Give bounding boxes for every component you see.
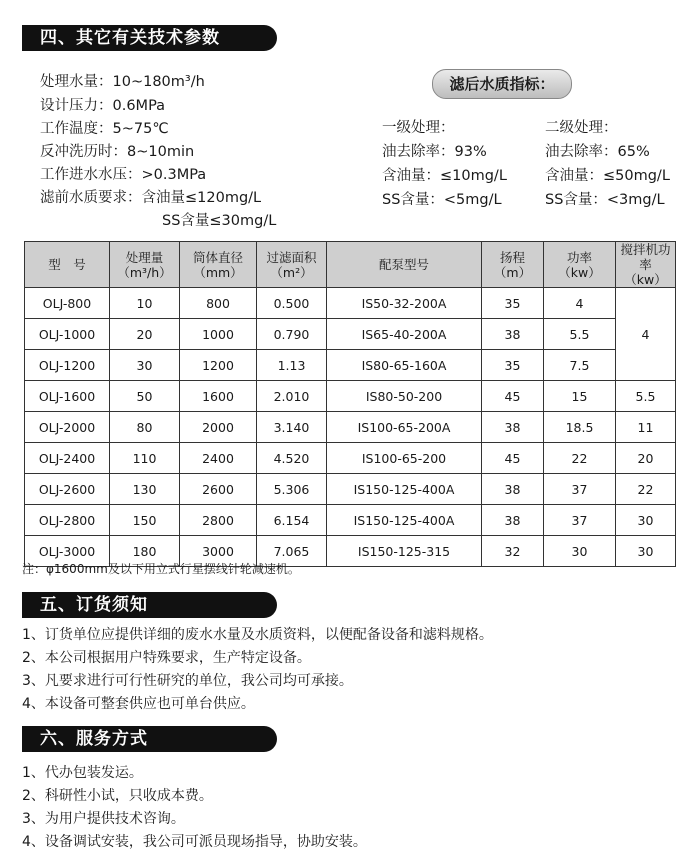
cell: 22 (544, 443, 616, 474)
service-list (22, 762, 367, 854)
cell: OLJ-3000 (25, 536, 110, 567)
cell: OLJ-2800 (25, 505, 110, 536)
cell: 38 (482, 474, 544, 505)
cell: 4.520 (257, 443, 327, 474)
cell: 0.500 (257, 288, 327, 319)
cell: 38 (482, 319, 544, 350)
spec-table (24, 241, 676, 567)
cell: 180 (110, 536, 180, 567)
cell: OLJ-2400 (25, 443, 110, 474)
table-row (25, 288, 676, 319)
cell: 2.010 (257, 381, 327, 412)
cell: 11 (616, 412, 676, 443)
table-row (25, 381, 676, 412)
cell: 37 (544, 505, 616, 536)
cell: OLJ-2000 (25, 412, 110, 443)
cell: IS80-65-160A (327, 350, 482, 381)
cell: 30 (616, 536, 676, 567)
cell: IS65-40-200A (327, 319, 482, 350)
level1-ss: SS含量：<5mg/L (382, 192, 502, 208)
table-row (25, 412, 676, 443)
cell: 1000 (180, 319, 257, 350)
spec-flow: 处理水量：10~180m³/h (40, 74, 205, 90)
table-note: 注：φ1600mm及以下用立式行星摆线针轮减速机。 (22, 562, 300, 576)
table-row (25, 443, 676, 474)
cell: IS100-65-200 (327, 443, 482, 474)
header-mixer-power: 搅拌机功率 （kw） (616, 242, 676, 288)
table-row (25, 505, 676, 536)
list-item: 2、本公司根据用户特殊要求，生产特定设备。 (22, 650, 311, 666)
cell: 30 (110, 350, 180, 381)
section-4-title: 四、其它有关技术参数 (22, 25, 277, 51)
order-notes-list (22, 624, 493, 716)
header-diameter: 筒体直径 （mm） (180, 242, 257, 288)
cell: 10 (110, 288, 180, 319)
level1-title: 一级处理： (382, 120, 455, 136)
list-item: 3、凡要求进行可行性研究的单位，我公司均可承接。 (22, 673, 353, 689)
cell: 30 (544, 536, 616, 567)
cell: 5.306 (257, 474, 327, 505)
header-model: 型 号 (25, 242, 110, 288)
list-item: 1、代办包装发运。 (22, 765, 143, 781)
level1-oil-content: 含油量：≤10mg/L (382, 168, 507, 184)
cell: 35 (482, 350, 544, 381)
cell: 6.154 (257, 505, 327, 536)
list-item: 4、本设备可整套供应也可单台供应。 (22, 696, 255, 712)
spec-pressure: 设计压力：0.6MPa (40, 98, 166, 114)
cell: 7.5 (544, 350, 616, 381)
cell: 1.13 (257, 350, 327, 381)
level2-title: 二级处理： (545, 120, 618, 136)
cell-mixer-merged: 4 (616, 288, 676, 381)
cell: 3.140 (257, 412, 327, 443)
cell: 20 (110, 319, 180, 350)
cell: OLJ-2600 (25, 474, 110, 505)
table-header-row (25, 242, 676, 288)
cell: OLJ-1000 (25, 319, 110, 350)
list-item: 1、订货单位应提供详细的废水水量及水质资料，以便配备设备和滤料规格。 (22, 627, 493, 643)
cell: 2800 (180, 505, 257, 536)
cell: OLJ-1600 (25, 381, 110, 412)
cell: 20 (616, 443, 676, 474)
cell: 2000 (180, 412, 257, 443)
cell: 5.5 (616, 381, 676, 412)
quality-title-badge: 滤后水质指标： (432, 69, 572, 99)
cell: 3000 (180, 536, 257, 567)
cell: IS100-65-200A (327, 412, 482, 443)
cell: 35 (482, 288, 544, 319)
cell: 1200 (180, 350, 257, 381)
cell: 30 (616, 505, 676, 536)
header-head: 扬程 （m） (482, 242, 544, 288)
header-power: 功率 （kw） (544, 242, 616, 288)
cell: 1600 (180, 381, 257, 412)
cell: 38 (482, 505, 544, 536)
cell: 2400 (180, 443, 257, 474)
cell: 38 (482, 412, 544, 443)
header-capacity: 处理量 （m³/h） (110, 242, 180, 288)
spec-inlet-pressure: 工作进水水压：>0.3MPa (40, 167, 207, 183)
list-item: 4、设备调试安装，我公司可派员现场指导，协助安装。 (22, 834, 367, 850)
header-filter-area: 过滤面积 （m²） (257, 242, 327, 288)
cell: 150 (110, 505, 180, 536)
level2-oil-removal: 油去除率：65% (545, 144, 650, 160)
cell: IS80-50-200 (327, 381, 482, 412)
cell: 45 (482, 381, 544, 412)
section-5-title: 五、订货须知 (22, 592, 277, 618)
cell: IS150-125-315 (327, 536, 482, 567)
spec-pre-filter-ss: SS含量≤30mg/L (162, 213, 277, 229)
level2-oil-content: 含油量：≤50mg/L (545, 168, 670, 184)
cell: OLJ-1200 (25, 350, 110, 381)
cell: 130 (110, 474, 180, 505)
level2-ss: SS含量：<3mg/L (545, 192, 665, 208)
list-item: 3、为用户提供技术咨询。 (22, 811, 185, 827)
cell: 15 (544, 381, 616, 412)
section-6-title: 六、服务方式 (22, 726, 277, 752)
table-row (25, 474, 676, 505)
cell: 50 (110, 381, 180, 412)
cell: 45 (482, 443, 544, 474)
table-row (25, 350, 676, 381)
cell: 110 (110, 443, 180, 474)
cell: 7.065 (257, 536, 327, 567)
level1-oil-removal: 油去除率：93% (382, 144, 487, 160)
cell: 2600 (180, 474, 257, 505)
list-item: 2、科研性小试，只收成本费。 (22, 788, 213, 804)
spec-pre-filter: 滤前水质要求：含油量≤120mg/L (40, 190, 262, 206)
cell: 22 (616, 474, 676, 505)
table-row (25, 319, 676, 350)
spec-temperature: 工作温度：5~75℃ (40, 121, 169, 137)
cell: OLJ-800 (25, 288, 110, 319)
cell: 4 (544, 288, 616, 319)
cell: IS150-125-400A (327, 505, 482, 536)
cell: 32 (482, 536, 544, 567)
cell: IS50-32-200A (327, 288, 482, 319)
header-pump-model: 配泵型号 (327, 242, 482, 288)
cell: IS150-125-400A (327, 474, 482, 505)
cell: 80 (110, 412, 180, 443)
cell: 0.790 (257, 319, 327, 350)
spec-backwash: 反冲洗历时：8~10min (40, 144, 195, 160)
cell: 37 (544, 474, 616, 505)
cell: 5.5 (544, 319, 616, 350)
cell: 18.5 (544, 412, 616, 443)
cell: 800 (180, 288, 257, 319)
